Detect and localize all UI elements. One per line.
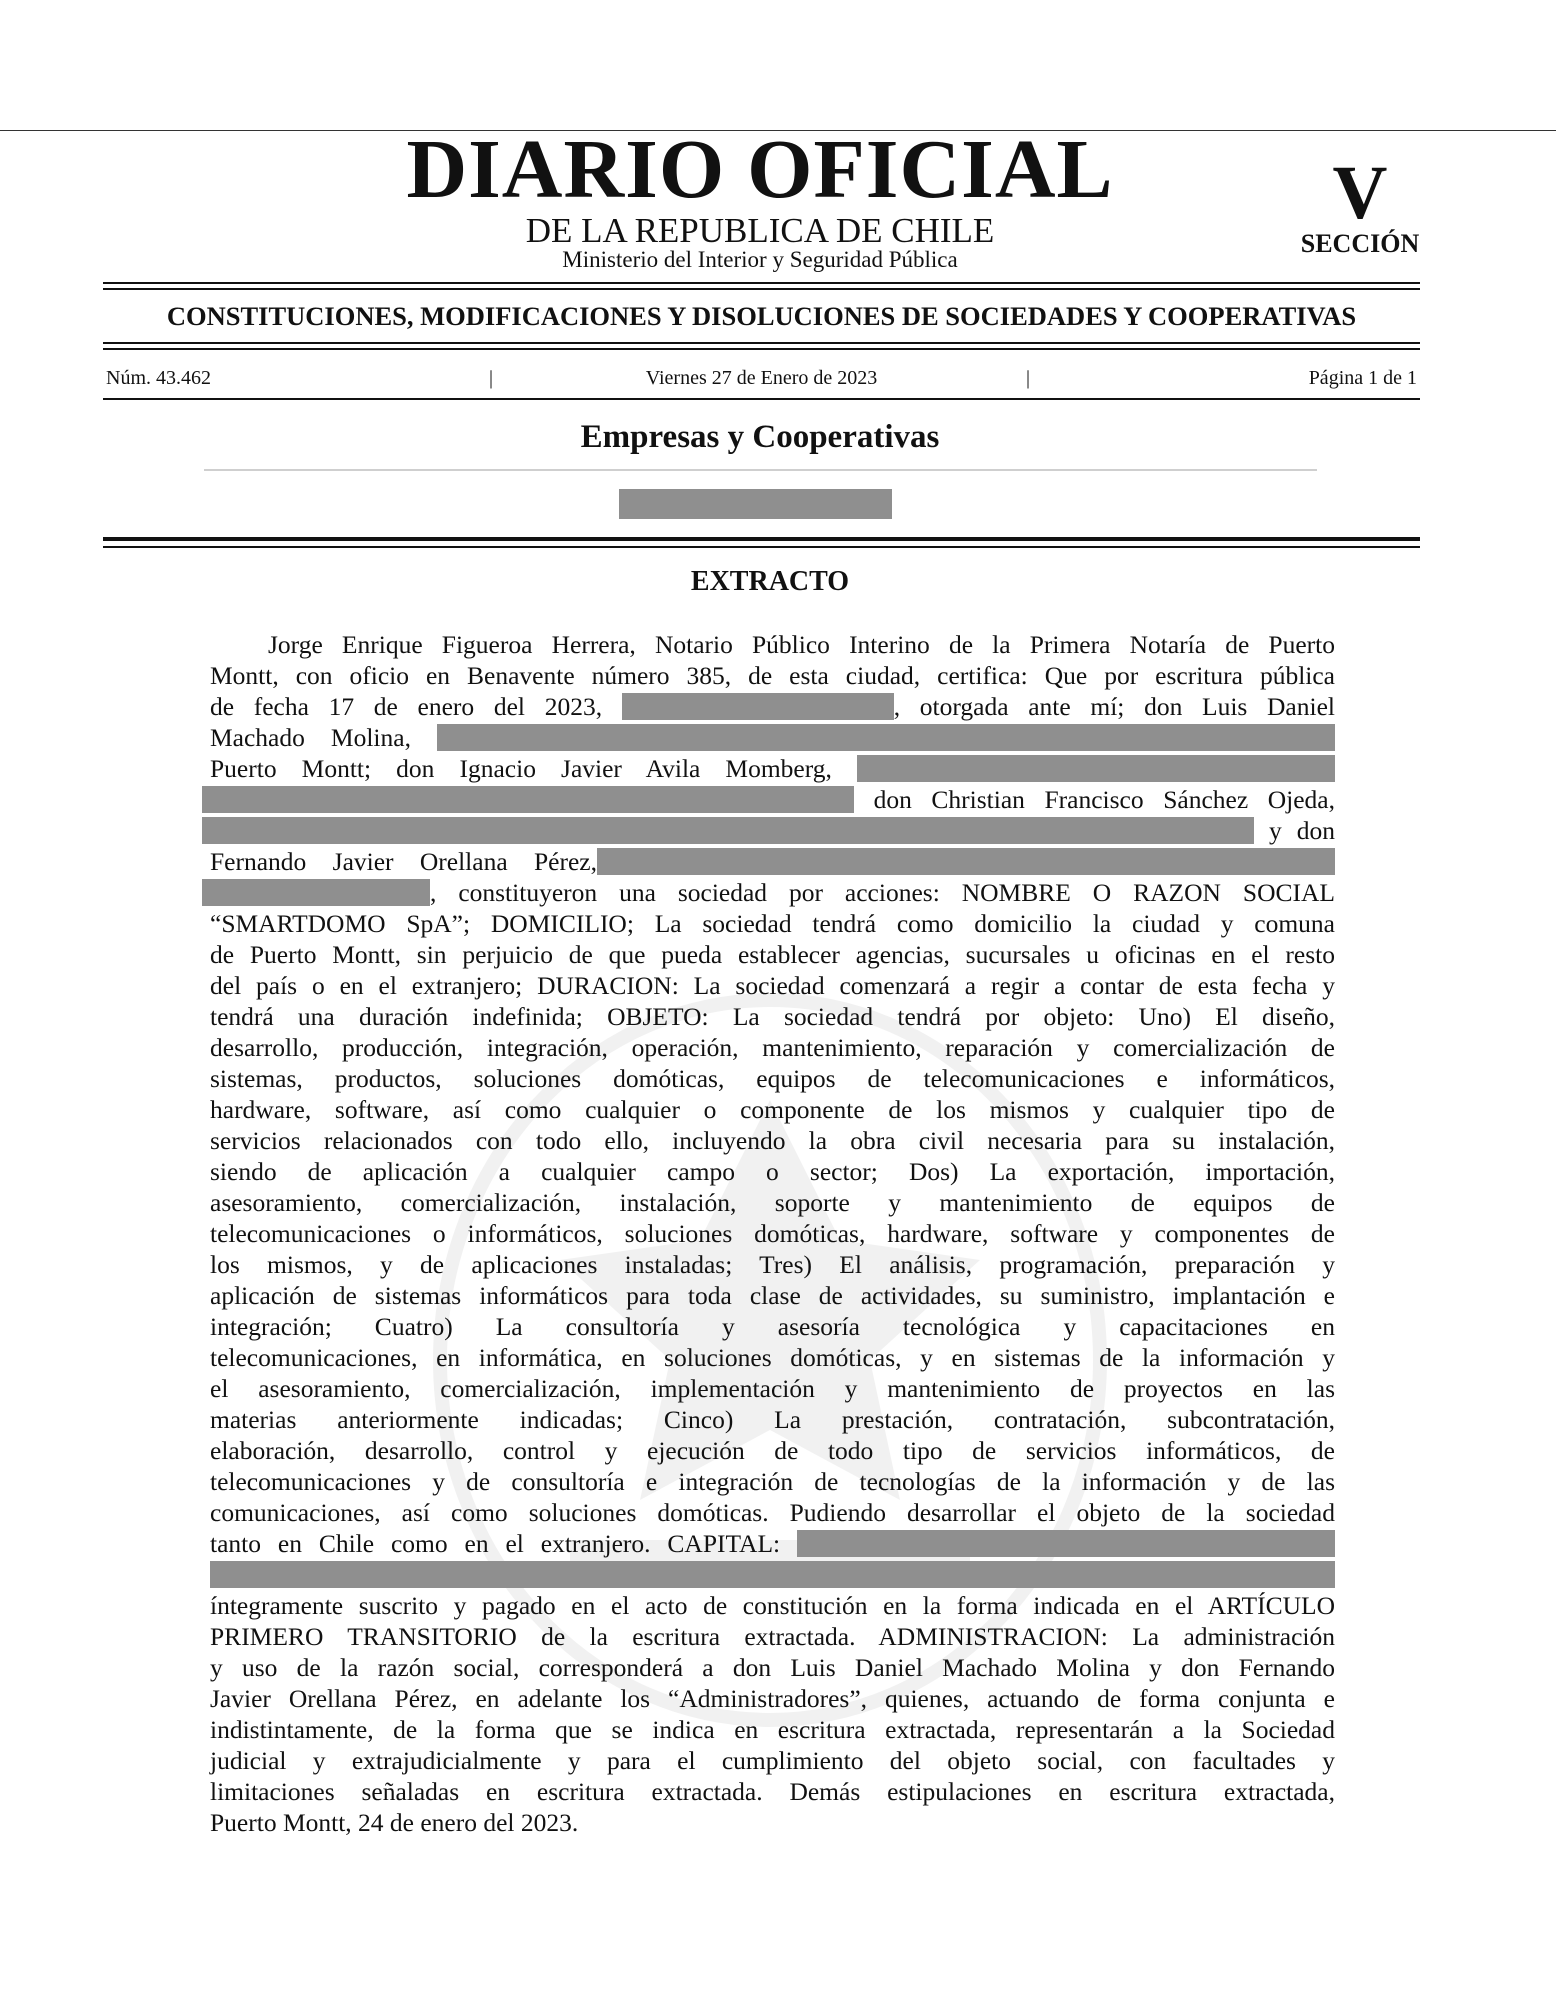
body-line: asesoramiento, comercialización, instalación, soporte y mantenimiento de equipos de	[210, 1188, 1335, 1217]
section-letter: V	[1332, 151, 1388, 235]
redacted-text	[202, 879, 430, 906]
body-line: judicial y extrajudicialmente y para el cumplimiento del objeto social, con facultades y	[210, 1746, 1335, 1775]
body-line: siendo de aplicación a cualquier campo o sector; Dos) La exportación, importación,	[210, 1157, 1335, 1186]
body-fragment: , otorgada ante mí; don Luis Daniel	[893, 692, 1335, 721]
body-line: Jorge Enrique Figueroa Herrera, Notario Público Interino de la Primera Notaría de Puerto	[268, 630, 1335, 659]
section-word: SECCIÓN	[1300, 229, 1420, 258]
heavy-rule	[103, 537, 1420, 548]
body-line	[210, 753, 1335, 784]
body-line: indistintamente, de la forma que se indica en escritura extractada, representarán a la Sociedad	[210, 1715, 1335, 1744]
body-line: hardware, software, así como cualquier o componente de los mismos y cualquier tipo de	[210, 1095, 1335, 1124]
body-line: desarrollo, producción, integración, operación, mantenimiento, reparación y comercialización de	[210, 1033, 1335, 1062]
body-line	[202, 784, 1335, 815]
body-line: y uso de la razón social, corresponderá a don Luis Daniel Machado Molina y don Fernando	[210, 1653, 1335, 1682]
body-fragment: tanto en Chile como en el extranjero. CAPITAL:	[210, 1529, 781, 1558]
body-line	[210, 722, 1335, 753]
body-line: aplicación de sistemas informáticos para toda clase de actividades, su suministro, implantación e	[210, 1281, 1335, 1310]
body-fragment: , constituyeron una sociedad por acciones: NOMBRE O RAZON SOCIAL	[430, 878, 1335, 907]
redacted-code	[619, 489, 892, 519]
body-line	[210, 846, 1335, 877]
body-line: integración; Cuatro) La consultoría y asesoría tecnológica y capacitaciones en	[210, 1312, 1335, 1341]
issue-info-row	[106, 364, 1417, 392]
body-line: del país o en el extranjero; DURACION: La sociedad comenzará a regir a contar de esta fecha y	[210, 971, 1335, 1000]
body-line	[210, 1528, 1335, 1559]
issue-bottom-rule	[103, 398, 1420, 400]
body-line: Puerto Montt, 24 de enero del 2023.	[210, 1808, 579, 1837]
body-fragment: de fecha 17 de enero del 2023,	[210, 692, 603, 721]
ministry-line: Ministerio del Interior y Seguridad Pública	[562, 247, 958, 272]
redacted-text	[857, 755, 1335, 782]
document-heading: EXTRACTO	[690, 566, 850, 597]
body-line: sistemas, productos, soluciones domóticas, equipos de telecomunicaciones e informáticos,	[210, 1064, 1335, 1093]
body-line: comunicaciones, así como soluciones domóticas. Pudiendo desarrollar el objeto de la sociedad	[210, 1498, 1335, 1527]
body-fragment: Fernando Javier Orellana Pérez,	[210, 847, 597, 876]
issue-separator: |	[489, 367, 494, 389]
body-line	[210, 691, 1335, 722]
category-title: Empresas y Cooperativas	[580, 419, 940, 455]
issue-separator: |	[1026, 367, 1031, 389]
section-mark	[1280, 151, 1440, 258]
body-line: servicios relacionados con todo ello, incluyendo la obra civil necesaria para su instalación,	[210, 1126, 1335, 1155]
extract-body	[210, 629, 1335, 1838]
body-line: íntegramente suscrito y pagado en el acto de constitución en la forma indicada en el ARTÍCULO	[210, 1591, 1335, 1620]
redacted-text	[202, 817, 1254, 844]
body-fragment: y don	[1269, 816, 1335, 845]
body-line: tendrá una duración indefinida; OBJETO: La sociedad tendrá por objeto: Uno) El diseño,	[210, 1002, 1335, 1031]
body-line: limitaciones señaladas en escritura extractada. Demás estipulaciones en escritura extractada,	[210, 1777, 1335, 1806]
body-line: los mismos, y de aplicaciones instaladas; Tres) El análisis, programación, preparación y	[210, 1250, 1335, 1279]
section-heading: CONSTITUCIONES, MODIFICACIONES Y DISOLUCIONES DE SOCIEDADES Y COOPERATIVAS	[166, 301, 1357, 331]
body-line: telecomunicaciones, en informática, en soluciones domóticas, y en sistemas de la información y	[210, 1343, 1335, 1372]
body-line: PRIMERO TRANSITORIO de la escritura extractada. ADMINISTRACION: La administración	[210, 1622, 1335, 1651]
section-double-rule	[103, 342, 1420, 350]
redacted-text	[622, 693, 894, 720]
category-rule	[204, 469, 1317, 471]
redacted-text	[597, 848, 1335, 875]
body-line: “SMARTDOMO SpA”; DOMICILIO; La sociedad tendrá como domicilio la ciudad y comuna	[210, 909, 1335, 938]
body-line	[202, 877, 1335, 908]
body-line: materias anteriormente indicadas; Cinco) La prestación, contratación, subcontratación,	[210, 1405, 1335, 1434]
header-double-rule	[103, 282, 1420, 290]
body-fragment: Machado Molina,	[210, 723, 411, 752]
body-line: de Puerto Montt, sin perjuicio de que pueda establecer agencias, sucursales u oficinas en el resto	[210, 940, 1335, 969]
redacted-text	[210, 1561, 1335, 1588]
body-fragment: Puerto Montt; don Ignacio Javier Avila Momberg,	[210, 754, 832, 783]
issue-page: Página 1 de 1	[1308, 367, 1417, 389]
redacted-text	[437, 724, 1335, 751]
body-line: el asesoramiento, comercialización, implementación y mantenimiento de proyectos en las	[210, 1374, 1335, 1403]
redacted-text	[202, 786, 854, 813]
redacted-text	[797, 1530, 1335, 1557]
body-line: telecomunicaciones o informáticos, soluciones domóticas, hardware, software y componentes de	[210, 1219, 1335, 1248]
newspaper-subtitle: DE LA REPUBLICA DE CHILE	[525, 211, 995, 250]
newspaper-title: DIARIO OFICIAL	[406, 123, 1114, 216]
issue-number: Núm. 43.462	[106, 367, 211, 389]
body-line	[210, 1559, 1335, 1590]
body-line: elaboración, desarrollo, control y ejecución de todo tipo de servicios informáticos, de	[210, 1436, 1335, 1465]
issue-date: Viernes 27 de Enero de 2023	[645, 367, 878, 389]
body-line: Javier Orellana Pérez, en adelante los “Administradores”, quienes, actuando de forma conjunta e	[210, 1684, 1335, 1713]
body-line	[202, 815, 1335, 846]
body-fragment: don Christian Francisco Sánchez Ojeda,	[873, 785, 1335, 814]
body-line: telecomunicaciones y de consultoría e integración de tecnologías de la información y de las	[210, 1467, 1335, 1496]
body-line: Montt, con oficio en Benavente número 385, de esta ciudad, certifica: Que por escritura pública	[210, 661, 1335, 690]
